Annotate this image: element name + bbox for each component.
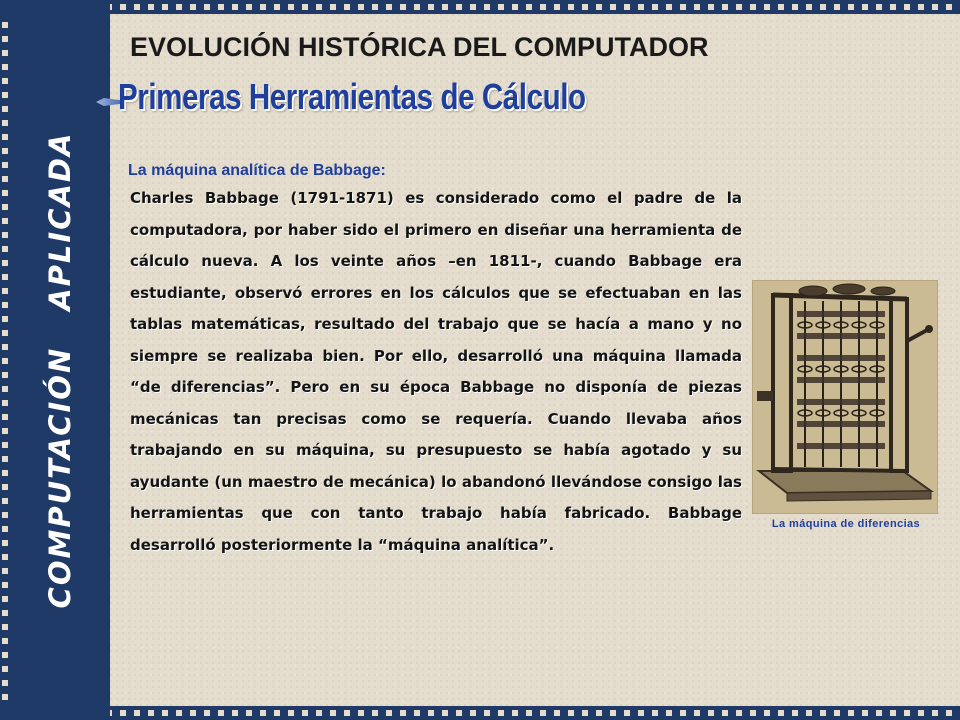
bottom-film-border [0, 706, 960, 720]
figure-caption: La máquina de diferencias [771, 518, 921, 530]
difference-engine-image [752, 280, 938, 514]
page-subtitle: Primeras Herramientas de Cálculo [118, 76, 586, 117]
subtitle-block [96, 76, 616, 124]
difference-engine-illustration-icon [753, 281, 937, 513]
sidebar [0, 0, 110, 720]
sidebar-word-1: COMPUTACIÓN [43, 346, 77, 609]
sidebar-vertical-title [43, 132, 77, 609]
body-paragraph: Charles Babbage (1791-1871) es considerado como el padre de la computadora, por haber sido el primero en diseñar una herramienta de cálculo nueva. A los veinte años –en 1811-, cuando Babbage era estudiante, observó errores en los cálculos que se efectuaban en las tablas matemáticas, resultado del trabajo que se hacía a mano y no siempre se realizaba bien. Por ello, desarrolló una máquina llamada “de diferencias”. Pero en su época Babbage no disponía de piezas mecánicas tan precisas como se requería. Cuando llevaba años trabajando en su máquina, su presupuesto se había agotado y su ayudante (un maestro de mecánica) lo abandonó llevándose consigo las herramientas que con tanto trabajo había fabricado. Babbage desarrolló posteriormente la “máquina analítica”. [130, 189, 742, 554]
page-title: EVOLUCIÓN HISTÓRICA DEL COMPUTADOR [130, 32, 709, 62]
top-film-border [0, 0, 960, 14]
sidebar-word-2: APLICADA [43, 131, 77, 311]
section-heading: La máquina analítica de Babbage: [128, 162, 386, 179]
